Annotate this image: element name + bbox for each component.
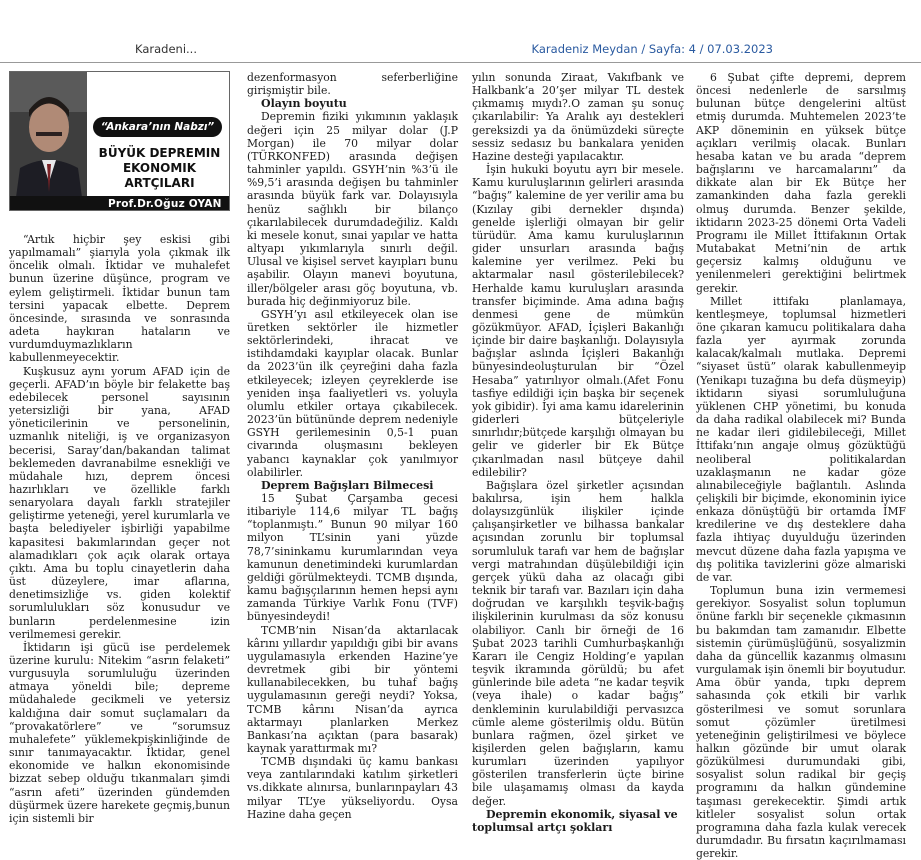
paragraph: Toplumun buna izin vermemesi gerekiyor. Sosyalist solun toplumun önüne farklı bir seçenekle çıkmasının bu bakımdan tam zamanıdır. Elbette sistemin çürümüşlüğünü, sosyalizmin daha da güncellik kazanmış olmasını vurgulamak işin önemli bir boyutudur. Ama öbür yanda, tıpkı deprem sahasında çok etkili bir varlık gösterilmesi ve somut sorunlara somut çözümler üretilmesi yeteneğinin geliştirilmesi ve böylece halkın gözünde bir umut olarak gözükülmesi durumundaki gibi, sosyalist solun radikal bir geçiş programını da halkın gündemine taşıması gerekecektir. Şimdi artık kitleler sosyalist solun ortak programına daha fazla kulak verecek durumdadır. Bu fırsatın kaçırılmaması gerekir. <box>696 584 906 860</box>
page-header <box>0 0 921 64</box>
author-name: Prof.Dr.Oğuz OYAN <box>108 198 222 210</box>
column-4 <box>696 71 906 860</box>
paragraph: yılın sonunda Ziraat, Vakıfbank ve Halkbank’a 20’şer milyar TL destek çıkmamış mıydı?.O zaman şu sonuç çıkarılabilir: Ya Aralık ayı destekleri gereksizdi ya da önümüzdeki süreçte sessiz sedasız bu bankalara yeniden Hazine desteği yapılacaktır. <box>472 71 684 163</box>
paragraph: dezenformasyon seferberliğine girişmiştir bile. <box>247 71 458 98</box>
paragraph: Millet ittifakı planlamaya, kentleşmeye, toplumsal hizmetleri öne çıkaran kamucu politikalara daha fazla yer ayırmak zorunda kalacak/kalmalı mutlaka. Depremi “siyaset üstü” olarak kabullenmeyip (Yenikapı tuzağına bu defa düşmeyip) iktidarın siyasi sorumluluğuna yüklenen CHP yönetimi, bu konuda da daha radikal olabilecek mi? Bunda ne kadar ileri gidilebileceği, Millet İttifakı’nın angaje olmuş gözüktüğü neoliberal politikalardan uzaklaşmanın ne kadar göze alınabileceğiyle bağlantılı. Aslında çelişkili bir biçimde, ekonominin iyice enkaza dönüştüğü bir ortamda İMF kredilerine ve dış desteklere daha fazla ihtiyaç duyulduğu üzerinden mevcut düzene daha fazla yapışma ve dış politika tavizlerini göze almariski de var. <box>696 294 906 584</box>
paragraph: Bağışlara özel şirketler açısından bakılırsa, işin hem halkla dolaysızgünlük ilişkiler içinde çalışanşirketler ve bilhassa bankalar açısından zorunlu bir toplumsal sorumluluk tarafı var hem de bağışlar vergi matrahından düşülebildiği için gerçek yükü daha az olacağı gibi teknik bir tarafı var. Bazıları için daha doğrudan ve karşılıklı teşvik-bağış ilişkilerinin kurulması da söz konusu olabiliyor. Canlı bir örneği de 16 Şubat 2023 tarihli Cumhurbaşkanlığı Kararı ile Cengiz Holding’e yapılan teşvik ikramında görüldü; bu afet günlerinde bile adeta “ne kadar teşvik (veya ihale) o kadar bağış” denkleminin kurulabildiği pervasızca cümle aleme gösterilmiş oldu. Bütün bunlara rağmen, özel şirket ve kişilerden gelen bağışların, kamu kurumları üzerinden yapılıyor gösterilen transferlerin üçte birine bile ulaşamamış olması da kayda değer. <box>472 478 684 808</box>
paragraph: TCMB’nin Nisan’da aktarılacak kârını yıllardır yapıldığı gibi bir avans uygulamasıyla erkenden Hazine’ye devretmek gibi bir yöntemi kullanabilecekken, bu tuhaf bağış uygulamasının gereği neydi? Yoksa, TCMB kârını Nisan’da ayrıca aktarmayı planlarken Merkez Bankası’na açıktan (para basarak) kaynak yarattırmak mı? <box>247 623 458 755</box>
column-2 <box>247 71 458 821</box>
paragraph: Depremin fiziki yıkımının yaklaşık değeri için 25 milyar dolar (J.P Morgan) ile 70 milyar dolar (TÜRKONFED) arasında değişen tahminler yapıldı. GSYH’nin %3’ü ile %9,5’i arasında değişen bu tahminler arasında büyük fark var. Dolayısıyla henüz sağlıklı bir bilanço çıkarılabilecek durumdadeğiliz. Kaldı ki mesele konut, sınai yapılar ve hatta altyapı yıkımlarıyla sınırlı değil. Ulusal ve kişisel servet kayıpları bunu aşabilir. Olayın manevi boyutuna, iller/bölgeler arası göç boyutuna, vb. burada hiç değinmiyoruz bile. <box>247 110 458 308</box>
paragraph: GSYH’yı asıl etkileyecek olan ise üretken sektörler ile hizmetler sektörlerindeki, ihracat ve istihdamdaki kayıplar olacak. Bunlar da 2023’ün ilk çeyreğini daha fazla etkileyecek; izleyen çeyreklerde ise yeniden inşa faaliyetleri vs. yoluyla olumlu etkiler ortaya çıkabilecek. 2023’ün bütününde deprem nedeniyle GSYH gerilemesinin 0,5-1 puan civarında oluşmasını bekleyen yabancı kaynaklar çok yanılmıyor olabilirler. <box>247 307 458 479</box>
paragraph: “Artık hiçbir şey eskisi gibi yapılmamalı” şiarıyla yola çıkmak ilk öncelik olmalı. İktidar ve muhalefet bunun üzerine düşünce, program ve eylem geliştirmeli. İktidar bunun tam tersini yapacak elbette. Deprem öncesinde, sırasında ve sonrasında adeta haykıran hataların ve vurdumduymazlıkların kabullenmeyecektir. <box>9 233 230 365</box>
column-1 <box>9 71 230 825</box>
subheading: Deprem Bağışları Bilmecesi <box>261 478 434 492</box>
header-divider <box>0 62 921 63</box>
paragraph: TCMB dışındaki üç kamu bankası veya zantılarındaki katılım şirketleri vs.dikkate alınırsa, bunlarınpayları 43 milyar TL’ye yükseliyordu. Oysa Hazine daha geçen <box>247 755 458 821</box>
column-3 <box>472 71 684 834</box>
article-banner <box>9 71 230 211</box>
subheading: Depremin ekonomik, siyasal ve toplumsal artçı şokları <box>472 807 678 834</box>
author-photo <box>10 72 87 211</box>
publication-name: Karadeni... <box>135 42 197 56</box>
author-portrait-icon <box>10 72 87 211</box>
paragraph: İşin hukuki boyutu ayrı bir mesele. Kamu kuruluşlarının gelirleri arasında “bağış” kalemine de yer verilir ama bu (Kızılay gibi dernekler dışında) genelde işlerliği olmayan bir gelir türüdür. Ama kamu kuruluşlarının gider unsurları arasında bağış kalemine yer verilmez. Peki bu aktarmalar nasıl gösterilebilecek? Herhalde kamu kuruluşları arasında transfer biçiminde. Ama adına bağış denmesi gene de mümkün gözükmüyor. AFAD, İçişleri Bakanlığı içinde bir daire başkanlığı. Dolayısıyla bağışlar aslında İçişleri Bakanlığı bünyesindeoluşturulan bir “Özel Hesaba” yatırılıyor olmalı.(Afet Fonu tasfiye edildiği için başka bir seçenek yok gibidir). İyi ama kamu idarelerinin giderleri bütçeleriyle sınırlıdır;bütçede karşılığı olmayan bu gelir ve giderler bir Ek Bütçe çıkarılmadan nasıl bütçeye dahil edilebilir? <box>472 163 684 479</box>
paragraph: 6 Şubat çifte depremi, deprem öncesi nedenlerle de sarsılmış bulunan bütçe dengelerini altüst etmiş durumda. Muhtemelen 2023’te AKP döneminin en yüksek bütçe açıkları verilmiş olacak. Bunları hesaba katan ve bu arada “deprem bağışlarını ve harcamalarını” da dikkate alan bir Ek Bütçe her zamankinden daha fazla gerekli olmuş durumda. Benzer şekilde, iktidarın 2023-25 dönemi Orta Vadeli Programı ile Millet İttifakının Ortak Mutabakat Metni’nin de artık geçersiz kalmış olduğunu ve yenilenmeleri gerektiğini belirtmek gerekir. <box>696 71 906 295</box>
paragraph: İktidarın işi gücü ise perdelemek üzerine kurulu: Nitekim “asrın felaketi” vurgusuyla sorumluluğu üzerinden atmaya yöneldi bile; depreme müdahalede gecikmeli ve yetersiz kaldığına dair somut suçlamaları da “provakatörlere” ve “sorumsuz muhalefete” yüklemekpişkinliğinde de sınır tanımayacaktır. İktidar, genel ekonomide ve halkın ekonomisinde bizzat sebep olduğu tıkanmaları şimdi “asrın afeti” üzerinden gündemden düşürmek üzere harekete geçmiş,bunun için sistemli bir <box>9 640 230 825</box>
article-title: BÜYÜK DEPREMIN EKONOMIK ARTÇILARI <box>98 146 221 190</box>
subheading: Olayın boyutu <box>261 97 347 111</box>
page-reference: Karadeniz Meydan / Sayfa: 4 / 07.03.2023 <box>531 42 773 56</box>
column-name-badge: “Ankara’nın Nabzı” <box>93 117 222 137</box>
paragraph: 15 Şubat Çarşamba gecesi itibariyle 114,6 milyar TL bağış “toplanmıştı.” Bunun 90 milyar 160 milyon TL’sinin yani yüzde 78,7’sininkamu kurumlarından veya kamunun denetimindeki kurumlardan geldiği görülmekteydi. TCMB dışında, kamu bağışçılarının hemen hepsi aynı zamanda Türkiye Varlık Fonu (TVF) bünyesindeydi! <box>247 492 458 624</box>
paragraph: Kuşkusuz aynı yorum AFAD için de geçerli. AFAD’ın böyle bir felakette baş edebilecek personel sayısının yetersizliği bir yana, AFAD yöneticilerinin ve personelinin, uzmanlık niteliği, iş ve organizasyon becerisi, Saray’dan/bakandan talimat beklemeden davranabilme esnekliği ve müdahale hızı, deprem öncesi hazırlıkları ve özellikle farklı senaryolara dayalı farklı stratejiler geliştirme yeteneği, yerel kurumlarla ve başta belediyeler işbirliği yapabilme kapasitesi bakımlarından geçer not alamadıkları çok açık olarak ortaya çıktı. Ama bu toplu cinayetlerin daha üst düzeylere, imar aflarına, denetimsizliğe vs. giden kolektif sorumlulukları söz konusudur ve bunların perdelenmesine izin verilmemesi gerekir. <box>9 364 230 641</box>
